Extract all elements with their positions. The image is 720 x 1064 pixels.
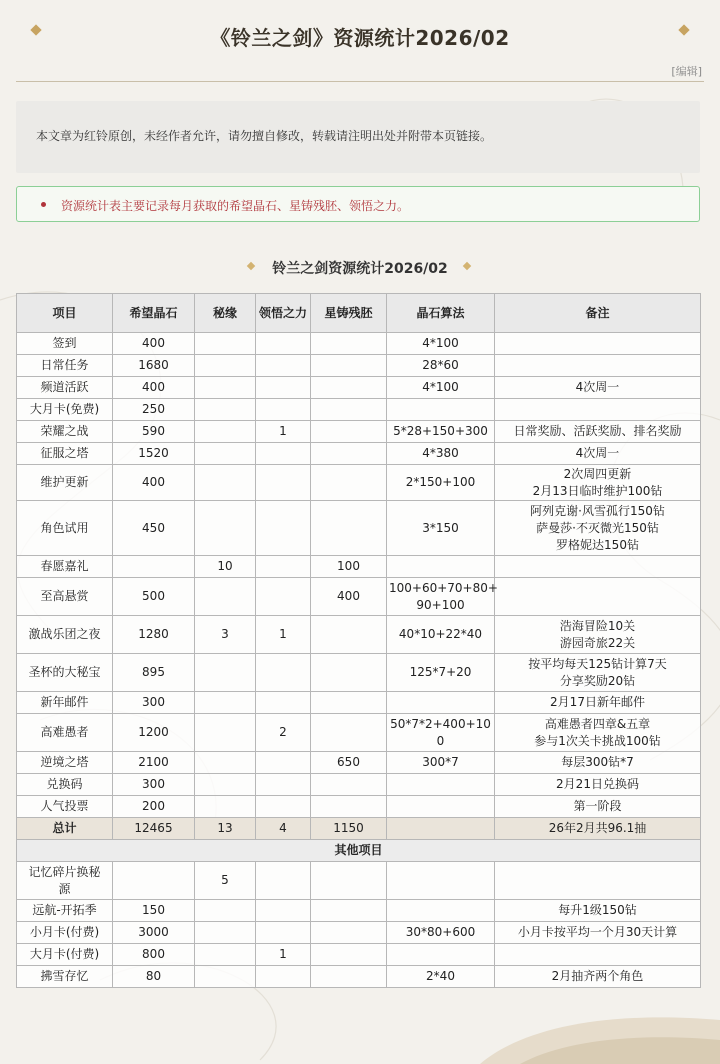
- cell-item: 日常任务: [17, 355, 113, 377]
- cell-insight: [256, 501, 311, 556]
- cell-star: 100: [311, 556, 387, 578]
- cell-secret: [195, 578, 256, 616]
- header-secret: 秘缘: [195, 294, 256, 333]
- table-row: [17, 692, 701, 714]
- cell-item: 频道活跃: [17, 377, 113, 399]
- cell-formula: [387, 900, 495, 922]
- cell-item: 人气投票: [17, 796, 113, 818]
- table-row: [17, 654, 701, 692]
- cell-insight: [256, 774, 311, 796]
- cell-item: 春愿嘉礼: [17, 556, 113, 578]
- cell-note: 2月抽齐两个角色: [495, 966, 701, 988]
- cell-formula: 50*7*2+400+10 0: [387, 714, 495, 752]
- table-row: [17, 714, 701, 752]
- cell-insight: [256, 399, 311, 421]
- table-row: [17, 578, 701, 616]
- cell-star: [311, 692, 387, 714]
- cell-item: 签到: [17, 333, 113, 355]
- cell-formula: 300*7: [387, 752, 495, 774]
- cell-note: 阿列克谢·风雪孤行150钻 萨曼莎·不灭微光150钻 罗格妮达150钻: [495, 501, 701, 556]
- cell-secret: [195, 714, 256, 752]
- cell-note: [495, 399, 701, 421]
- cell-insight: [256, 578, 311, 616]
- cell-crystal: 400: [113, 333, 195, 355]
- cell-insight: [256, 966, 311, 988]
- cell-star: 400: [311, 578, 387, 616]
- cell-star: [311, 465, 387, 501]
- cell-star: [311, 966, 387, 988]
- table-row: [17, 443, 701, 465]
- cell-star: [311, 355, 387, 377]
- cell-star: [311, 922, 387, 944]
- table-total: [17, 818, 701, 862]
- other-table-body: [17, 862, 701, 988]
- cell-formula: 2*150+100: [387, 465, 495, 501]
- cell-secret: [195, 465, 256, 501]
- cell-note: 2月17日新年邮件: [495, 692, 701, 714]
- callout-text: 资源统计表主要记录每月获取的希望晶石、星铸残胚、领悟之力。: [61, 199, 410, 213]
- cell-crystal: 800: [113, 944, 195, 966]
- cell-insight: [256, 654, 311, 692]
- cell-star: [311, 421, 387, 443]
- cell-item: 角色试用: [17, 501, 113, 556]
- cell-crystal: 300: [113, 774, 195, 796]
- table-row: [17, 421, 701, 443]
- cell-star: [311, 900, 387, 922]
- cell-formula: [387, 862, 495, 900]
- cell-secret: [195, 355, 256, 377]
- cell-formula: 4*100: [387, 377, 495, 399]
- table-row: [17, 862, 701, 900]
- cell-item: 维护更新: [17, 465, 113, 501]
- cell-star: [311, 796, 387, 818]
- table-row: [17, 556, 701, 578]
- table-row: [17, 774, 701, 796]
- cell-secret: 5: [195, 862, 256, 900]
- page-title: 《铃兰之剑》资源统计2026/02: [210, 26, 510, 50]
- cell-crystal: 2100: [113, 752, 195, 774]
- cell-secret: [195, 774, 256, 796]
- cell-crystal: 500: [113, 578, 195, 616]
- cell-star: [311, 377, 387, 399]
- cell-insight: 1: [256, 421, 311, 443]
- cell-insight: [256, 862, 311, 900]
- copyright-notice: [16, 101, 700, 173]
- cell-star: 650: [311, 752, 387, 774]
- notice-text: 本文章为红铃原创，未经作者允许，请勿擅自修改，转载请注明出处并附带本页链接。: [36, 129, 493, 143]
- cell-secret: [195, 421, 256, 443]
- cell-item: 远航-开拓季: [17, 900, 113, 922]
- cell-secret: [195, 900, 256, 922]
- cell-insight: [256, 377, 311, 399]
- cell-item: 记忆碎片换秘 源: [17, 862, 113, 900]
- cell-insight: [256, 556, 311, 578]
- table-row: [17, 399, 701, 421]
- cell-star: [311, 654, 387, 692]
- cell-note: 26年2月共96.1抽: [495, 818, 701, 840]
- cell-crystal: 80: [113, 966, 195, 988]
- cell-insight: 1: [256, 944, 311, 966]
- cell-note: [495, 944, 701, 966]
- cell-note: 每升1级150钻: [495, 900, 701, 922]
- cell-crystal: 12465: [113, 818, 195, 840]
- cell-secret: [195, 966, 256, 988]
- resource-table: [16, 293, 701, 988]
- cell-crystal: 3000: [113, 922, 195, 944]
- cell-insight: [256, 355, 311, 377]
- cell-insight: [256, 443, 311, 465]
- cell-star: [311, 616, 387, 654]
- cell-item: 拂雪存忆: [17, 966, 113, 988]
- cell-formula: 2*40: [387, 966, 495, 988]
- cell-note: 4次周一: [495, 377, 701, 399]
- table-row: [17, 377, 701, 399]
- cell-formula: 4*100: [387, 333, 495, 355]
- cell-crystal: 1520: [113, 443, 195, 465]
- cell-formula: [387, 399, 495, 421]
- cell-crystal: 1680: [113, 355, 195, 377]
- cell-insight: [256, 692, 311, 714]
- cell-star: [311, 333, 387, 355]
- cell-formula: 5*28+150+300: [387, 421, 495, 443]
- cell-item: 兑换码: [17, 774, 113, 796]
- cell-note: 按平均每天125钻计算7天 分享奖励20钻: [495, 654, 701, 692]
- cell-formula: [387, 818, 495, 840]
- bullet-icon: [41, 202, 46, 207]
- cell-crystal: 300: [113, 692, 195, 714]
- cell-note: 小月卡按平均一个月30天计算: [495, 922, 701, 944]
- cell-formula: 28*60: [387, 355, 495, 377]
- cell-item: 激战乐团之夜: [17, 616, 113, 654]
- other-section-header: [17, 840, 701, 862]
- cell-formula: 30*80+600: [387, 922, 495, 944]
- cell-formula: 4*380: [387, 443, 495, 465]
- cell-secret: [195, 944, 256, 966]
- header-star: 星铸残胚: [311, 294, 387, 333]
- cell-formula: 3*150: [387, 501, 495, 556]
- table-header-row: [17, 294, 701, 333]
- header-insight: 领悟之力: [256, 294, 311, 333]
- table-row: [17, 465, 701, 501]
- cell-item: 小月卡(付费): [17, 922, 113, 944]
- cell-item: 圣杯的大秘宝: [17, 654, 113, 692]
- cell-secret: [195, 501, 256, 556]
- cell-item: 新年邮件: [17, 692, 113, 714]
- cell-insight: [256, 333, 311, 355]
- cell-formula: [387, 944, 495, 966]
- cell-note: [495, 355, 701, 377]
- cell-insight: [256, 752, 311, 774]
- cell-crystal: 150: [113, 900, 195, 922]
- cell-item: 高难愚者: [17, 714, 113, 752]
- cell-note: 2月21日兑换码: [495, 774, 701, 796]
- cell-star: 1150: [311, 818, 387, 840]
- table-row: [17, 355, 701, 377]
- table-row: [17, 752, 701, 774]
- cell-formula: 100+60+70+80+ 90+100: [387, 578, 495, 616]
- cell-item: 荣耀之战: [17, 421, 113, 443]
- cell-secret: 3: [195, 616, 256, 654]
- cell-star: [311, 774, 387, 796]
- cell-insight: 4: [256, 818, 311, 840]
- cell-formula: [387, 796, 495, 818]
- cell-secret: [195, 377, 256, 399]
- cell-secret: [195, 796, 256, 818]
- cell-crystal: 400: [113, 465, 195, 501]
- cell-item: 至高悬赏: [17, 578, 113, 616]
- table-row: [17, 900, 701, 922]
- cell-formula: [387, 556, 495, 578]
- table-row: [17, 944, 701, 966]
- cell-star: [311, 443, 387, 465]
- cell-secret: [195, 333, 256, 355]
- other-section-title: 其他项目: [17, 840, 701, 862]
- cell-insight: [256, 465, 311, 501]
- cell-insight: [256, 900, 311, 922]
- cell-star: [311, 501, 387, 556]
- cell-secret: [195, 443, 256, 465]
- cell-crystal: [113, 556, 195, 578]
- cell-star: [311, 399, 387, 421]
- cell-note: 第一阶段: [495, 796, 701, 818]
- cell-item: 征服之塔: [17, 443, 113, 465]
- cell-star: [311, 944, 387, 966]
- cell-secret: 13: [195, 818, 256, 840]
- cell-secret: [195, 922, 256, 944]
- header-formula: 晶石算法: [387, 294, 495, 333]
- cell-note: 日常奖励、活跃奖励、排名奖励: [495, 421, 701, 443]
- cell-formula: 125*7+20: [387, 654, 495, 692]
- cell-crystal: 400: [113, 377, 195, 399]
- table-row: [17, 616, 701, 654]
- cell-insight: 2: [256, 714, 311, 752]
- title-divider: [16, 81, 704, 82]
- cell-note: 每层300钻*7: [495, 752, 701, 774]
- cell-note: 浩海冒险10关 游园奇旅22关: [495, 616, 701, 654]
- cell-insight: [256, 922, 311, 944]
- cell-crystal: 450: [113, 501, 195, 556]
- cell-note: 高难愚者四章&五章 参与1次关卡挑战100钻: [495, 714, 701, 752]
- cell-note: [495, 556, 701, 578]
- cell-crystal: 1200: [113, 714, 195, 752]
- cell-note: 4次周一: [495, 443, 701, 465]
- table-row: [17, 333, 701, 355]
- cell-star: [311, 862, 387, 900]
- section-title: 铃兰之剑资源统计2026/02: [272, 261, 448, 277]
- header-crystal: 希望晶石: [113, 294, 195, 333]
- cell-crystal: [113, 862, 195, 900]
- table-row: [17, 501, 701, 556]
- cell-item: 大月卡(免费): [17, 399, 113, 421]
- cell-note: [495, 578, 701, 616]
- table-row: [17, 966, 701, 988]
- header-note: 备注: [495, 294, 701, 333]
- cell-item: 逆境之塔: [17, 752, 113, 774]
- cell-crystal: 895: [113, 654, 195, 692]
- cell-formula: [387, 692, 495, 714]
- cell-secret: [195, 752, 256, 774]
- cell-secret: 10: [195, 556, 256, 578]
- edit-link[interactable]: [编辑]: [671, 65, 702, 78]
- cell-crystal: 590: [113, 421, 195, 443]
- table-row: [17, 796, 701, 818]
- cell-secret: [195, 654, 256, 692]
- table-body: [17, 333, 701, 818]
- cell-formula: [387, 774, 495, 796]
- cell-note: [495, 862, 701, 900]
- cell-note: 2次周四更新 2月13日临时维护100钻: [495, 465, 701, 501]
- cell-insight: 1: [256, 616, 311, 654]
- cell-crystal: 200: [113, 796, 195, 818]
- cell-item: 大月卡(付费): [17, 944, 113, 966]
- cell-formula: 40*10+22*40: [387, 616, 495, 654]
- cell-secret: [195, 399, 256, 421]
- cell-item: 总计: [17, 818, 113, 840]
- cell-crystal: 1280: [113, 616, 195, 654]
- cell-note: [495, 333, 701, 355]
- cell-secret: [195, 692, 256, 714]
- cell-insight: [256, 796, 311, 818]
- cell-crystal: 250: [113, 399, 195, 421]
- total-row: [17, 818, 701, 840]
- header-item: 项目: [17, 294, 113, 333]
- table-row: [17, 922, 701, 944]
- cell-star: [311, 714, 387, 752]
- info-callout: [16, 186, 700, 222]
